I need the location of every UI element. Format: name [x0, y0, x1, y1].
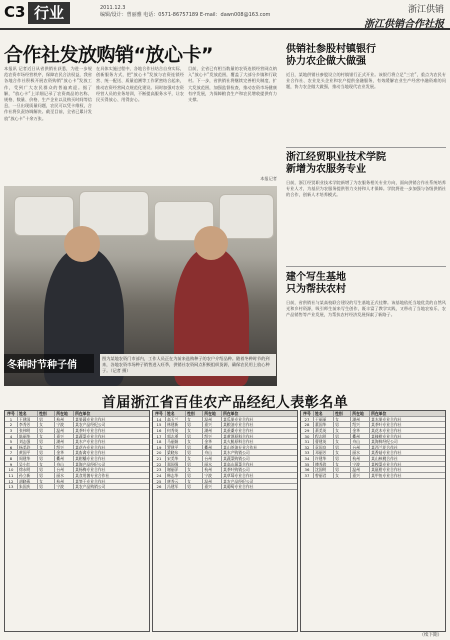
- table-cell: 33: [301, 450, 314, 455]
- table-cell: 绍兴: [203, 434, 222, 439]
- table-cell: 24: [153, 473, 166, 478]
- table-cell: 11: [5, 473, 18, 478]
- right-article-1: 近日，某地供销社参股设立的村镇银行正式开业。该银行将立足“三农”，重点为农民专业合作社、农业龙头企业和农户提供金融服务，有效缓解农业生产经营中融资难的问题，协力农企做大做强，推动当地现代农业发展。: [286, 72, 446, 90]
- table-cell: 林建新: [166, 422, 186, 427]
- table-cell: 张伟明: [18, 428, 38, 433]
- table-cell: 某蔬菜专业合作社: [75, 433, 106, 439]
- table-cell: 舟山: [351, 439, 370, 444]
- table-cell: 台州: [203, 456, 222, 461]
- column-header: 性别: [38, 411, 55, 416]
- table-cell: 宋美华: [166, 456, 186, 461]
- table-cell: 18: [153, 439, 166, 444]
- main-byline: 本报记者: [260, 176, 277, 181]
- right-headline-3: 建个写生基地 只为帮扶农村: [286, 272, 346, 295]
- table-cell: 25: [153, 479, 166, 484]
- table-cell: 衢州: [203, 445, 222, 450]
- table-cell: 16: [153, 428, 166, 433]
- main-article-column-3: 目前，全省已有相当数量的农资连锁经营网点纳入“放心卡”发放范围，覆盖了大部分乡镇和行政村。下一步，省供销社将继续完善相关制度，扩大发放范围，加强监督检查，推动农资市场健康有序发展，为保障粮食生产和农民增收提供有力支撑。: [188, 66, 277, 103]
- column-header: 序号: [153, 411, 166, 416]
- table-cell: 13: [5, 484, 18, 489]
- table-row: [301, 473, 445, 479]
- table-cell: 朱国庆: [18, 484, 38, 489]
- table-cell: 何秀英: [166, 428, 186, 433]
- table-cell: 12: [5, 479, 18, 484]
- table-cell: 台州: [55, 467, 74, 472]
- table-cell: 女: [38, 445, 55, 450]
- table-cell: 宁波: [55, 422, 74, 427]
- table-cell: 2: [5, 422, 18, 427]
- table-cell: 宁波: [55, 484, 74, 489]
- table-cell: 绍兴: [55, 445, 74, 450]
- table-cell: 杭州: [203, 467, 222, 472]
- section-label: 行业: [28, 2, 70, 24]
- table-cell: 刘志强: [18, 439, 38, 444]
- table-cell: 27: [301, 417, 314, 422]
- table-cell: 某茶叶购销公司: [223, 467, 250, 473]
- table-cell: 4: [5, 434, 18, 439]
- table-cell: 宁波: [351, 462, 370, 467]
- table-cell: 32: [301, 445, 314, 450]
- table-cell: 衢州: [55, 456, 74, 461]
- table-cell: 衢州: [351, 434, 370, 439]
- right-article-3: 日前，省供销社与某高校联合建设的写生基地正式挂牌。该基地依托当地优美的自然风光和乡村资源，吸引师生前来写生创作，既丰富了教学实践，又带动了当地农家乐、农产品销售等产业发展，为帮扶农村经济发展探索了新路子。: [286, 300, 446, 318]
- table-cell: 韩志华: [166, 473, 186, 478]
- table-cell: 男: [186, 445, 203, 450]
- main-article-column-1: 本报讯 记者近日从省供销社获悉，为进一步规范农资市场经营秩序，保障农民合法权益，我省各地合作社积极开展农资购销“放心卡”发放工作，受到广大农民群众的普遍欢迎。据了解，“放心卡”上详细记录了农资商品的名称、规格、数量、价格、生产企业以及购买时间等信息，一旦出现质量问题，农民可以凭卡维权，合作社将负责协调解决。截至目前，全省已累计发放“放心卡”十余万张。: [4, 66, 92, 121]
- table-cell: 舟山: [203, 450, 222, 455]
- table-cell: 杨美玲: [18, 445, 38, 450]
- table-cell: 嘉兴: [203, 422, 222, 427]
- table-cell: 胡晓燕: [18, 479, 38, 484]
- divider: [286, 266, 446, 267]
- table-cell: 7: [5, 450, 18, 455]
- photo-caption: 图为某地农资门市部内，工作人员正在为前来选购种子的农户介绍品种。随着冬种时节的到来，各地农资市场种子销售进入旺季，供销社农资网点积极组织货源，确保农民用上放心种子。（记者 摄）: [100, 354, 276, 376]
- table-cell: 3: [5, 428, 18, 433]
- editor-line: 编辑/设计：曾丽雅: [100, 12, 142, 18]
- table-cell: 20: [153, 450, 166, 455]
- table-cell: 李秀芳: [18, 422, 38, 427]
- table-cell: 9: [5, 462, 18, 467]
- table-cell: 某农产品经纪公司: [75, 422, 106, 427]
- issue-date: 2011.12.3: [100, 5, 126, 11]
- table-cell: 某蚕桑专业合作社: [223, 427, 254, 433]
- table-cell: 女: [334, 428, 351, 433]
- table-cell: 男: [334, 434, 351, 439]
- table-cell: 嘉兴: [55, 434, 74, 439]
- table-cell: 29: [301, 428, 314, 433]
- table-cell: 杭州: [55, 417, 74, 422]
- table-cell: 台州: [351, 445, 370, 450]
- table-cell: 周建华: [18, 456, 38, 461]
- table-cell: 某笋干专业合作社: [75, 478, 106, 484]
- table-cell: 董国华: [314, 422, 334, 427]
- table-cell: 嘉兴: [351, 473, 370, 478]
- table-cell: 萧美英: [314, 428, 334, 433]
- main-article-column-2: 在具体实施过程中，各地合作社结合自身实际，创新服务方式，把“放心卡”发放与农资连锁经营、统一配送、质量追溯等工作紧密结合起来，推动农资经营网点规范化建设。同时加强对农资经营人员的业务培训，不断提高服务水平，让农民买得放心、用得安心。: [96, 66, 184, 103]
- table-cell: 女: [38, 422, 55, 427]
- table-cell: 某农产品购销公司: [75, 484, 106, 489]
- table-cell: 男: [334, 456, 351, 461]
- table-cell: 女: [186, 479, 203, 484]
- table-cell: 某葡萄专业合作社: [223, 484, 254, 489]
- table-cell: 温州: [203, 417, 222, 422]
- page-code: C3: [4, 3, 26, 21]
- table-cell: 1: [5, 417, 18, 422]
- table-cell: 35: [301, 462, 314, 467]
- table-cell: 14: [153, 417, 166, 422]
- table-cell: 某火腿原料合作社: [223, 439, 254, 444]
- table-row: [5, 484, 149, 490]
- table-cell: 傅秀珍: [314, 462, 334, 467]
- table-cell: 19: [153, 445, 166, 450]
- email-line: E-mail：dawn008@163.com: [199, 12, 271, 18]
- table-panel: [4, 410, 150, 632]
- table-row: [153, 484, 297, 490]
- table-cell: 舟山: [55, 462, 74, 467]
- table-cell: 梁晓东: [166, 450, 186, 455]
- table-cell: 女: [38, 462, 55, 467]
- table-cell: 36: [301, 467, 314, 472]
- table-cell: 女: [334, 462, 351, 467]
- table-cell: 邓丽芳: [314, 450, 334, 455]
- table-cell: 温州: [351, 467, 370, 472]
- table-panel: [152, 410, 298, 632]
- right-article-2: 日前，浙江经贸职业技术学院新增了为农服务相关专业方向，面向供销合作社系统培养专业人才，为基层为农服务提供智力支持和人才保障。学院将进一步加强与各级供销社的合作，创新人才培养模式。: [286, 180, 446, 198]
- table-cell: 丽水: [351, 450, 370, 455]
- table-cell: 某山茶油专业合作社: [223, 444, 258, 450]
- table-cell: 杭州: [55, 479, 74, 484]
- table-cell: 绍兴: [351, 422, 370, 427]
- table-cell: 34: [301, 456, 314, 461]
- table-cell: 程志明: [314, 434, 334, 439]
- table-cell: 男: [38, 439, 55, 444]
- honor-list-table: [4, 410, 446, 632]
- table-cell: 某水产专业合作社: [75, 439, 106, 444]
- table-cell: 某甲鱼专业合作社: [371, 473, 402, 478]
- table-cell: 男: [38, 450, 55, 455]
- page-header: [0, 0, 450, 30]
- table-cell: 某香菇专业合作社: [371, 450, 402, 456]
- table-cell: 徐永明: [18, 467, 38, 472]
- column-header: 姓名: [166, 411, 186, 416]
- table-cell: 唐秀云: [166, 479, 186, 484]
- phone-line: 电话：0571-86757189: [143, 12, 199, 18]
- table-cell: 女: [334, 473, 351, 478]
- table-cell: 谢丽萍: [166, 467, 186, 472]
- table-cell: 10: [5, 467, 18, 472]
- column-header: 序号: [5, 411, 18, 416]
- column-header: 姓名: [18, 411, 38, 416]
- table-cell: 某水产购销公司: [223, 450, 250, 456]
- table-cell: 某茶叶专业合作社: [75, 427, 106, 433]
- table-cell: 嘉兴: [203, 484, 222, 489]
- table-cell: 男: [38, 467, 55, 472]
- table-cell: 吴小红: [18, 462, 38, 467]
- main-headline: 合作社发放购销“放心卡”: [4, 44, 213, 66]
- table-cell: 某椪柑专业合作社: [371, 433, 402, 439]
- table-cell: 男: [186, 484, 203, 489]
- photo-tag: 冬种时节种子俏: [4, 354, 94, 373]
- table-cell: 某榨菜专业合作社: [371, 461, 402, 467]
- table-cell: 某农产品经纪公司: [223, 478, 254, 484]
- table-cell: 男: [186, 473, 203, 478]
- column-header: 性别: [186, 411, 203, 416]
- table-cell: 曹建英: [314, 439, 334, 444]
- table-cell: 郭志勇: [166, 434, 186, 439]
- table-cell: 某瓜果专业合作社: [223, 416, 254, 422]
- table-cell: 许建华: [314, 456, 334, 461]
- table-cell: 女: [186, 456, 203, 461]
- column-header: 所在地: [351, 411, 370, 416]
- table-cell: 女: [38, 434, 55, 439]
- table-cell: 金华: [55, 450, 74, 455]
- table-cell: 女: [186, 428, 203, 433]
- table-cell: 冯建军: [166, 484, 186, 489]
- table-cell: 某柑橘专业合作社: [75, 456, 106, 461]
- column-header: 所在单位: [75, 411, 91, 416]
- table-cell: 罗建平: [166, 445, 186, 450]
- list-headline: 首届浙江省百佳农产品经纪人表彰名单: [101, 395, 349, 411]
- table-cell: 某西兰花合作社: [371, 444, 398, 450]
- table-cell: 女: [334, 439, 351, 444]
- column-header: 所在地: [55, 411, 74, 416]
- table-cell: 某水果专业合作社: [371, 416, 402, 422]
- table-cell: 某海鲜经纪公司: [371, 439, 398, 444]
- table-cell: 男: [186, 422, 203, 427]
- right-headline-2: 浙江经贸职业技术学院 新增为农服务专业: [286, 152, 386, 175]
- table-cell: 15: [153, 422, 166, 427]
- table-cell: 湖州: [351, 417, 370, 422]
- table-cell: 某食用菌专业合作社: [75, 473, 110, 478]
- table-cell: 某畜禽专业合作社: [75, 450, 106, 456]
- table-cell: 沈国明: [314, 467, 334, 472]
- column-header: 性别: [334, 411, 351, 416]
- column-header: 所在单位: [223, 411, 239, 416]
- table-cell: 曾丽君: [314, 473, 334, 478]
- table-cell: 某粮油专业合作社: [223, 422, 254, 427]
- table-cell: 温州: [55, 428, 74, 433]
- table-cell: 金华: [203, 439, 222, 444]
- table-cell: 某瓯柑专业合作社: [371, 467, 402, 473]
- table-cell: 男: [334, 422, 351, 427]
- table-cell: 37: [301, 473, 314, 478]
- table-cell: 男: [186, 450, 203, 455]
- table-cell: 某茶叶专业合作社: [371, 422, 402, 427]
- table-cell: 某杨梅专业合作社: [75, 467, 106, 473]
- table-cell: 于丽丽: [314, 417, 334, 422]
- table-cell: 男: [186, 434, 203, 439]
- table-cell: 男: [38, 484, 55, 489]
- table-cell: 17: [153, 434, 166, 439]
- table-cell: 5: [5, 439, 18, 444]
- table-cell: 袁国良: [314, 445, 334, 450]
- edition-name: 浙江供销: [407, 5, 444, 15]
- table-cell: 女: [186, 439, 203, 444]
- table-cell: 女: [334, 450, 351, 455]
- right-headline-1: 供销社参股村镇银行 协力农企做大做强: [286, 44, 376, 67]
- column-header: 所在地: [203, 411, 222, 416]
- table-cell: 女: [186, 467, 203, 472]
- paper-name: 浙江供销合作社报: [364, 19, 444, 30]
- table-cell: 湖州: [55, 439, 74, 444]
- footer-note: （续下期）: [419, 633, 442, 638]
- column-header: 序号: [301, 411, 314, 416]
- table-cell: 宁波: [203, 473, 222, 478]
- table-cell: 女: [334, 417, 351, 422]
- table-cell: 女: [38, 479, 55, 484]
- column-header: 姓名: [314, 411, 334, 416]
- column-header: 所在单位: [371, 411, 387, 416]
- table-cell: 某海产品经纪公司: [75, 461, 106, 467]
- table-cell: 郑国强: [166, 462, 186, 467]
- table-cell: 6: [5, 445, 18, 450]
- table-cell: 男: [38, 456, 55, 461]
- table-cell: 21: [153, 456, 166, 461]
- table-cell: 某山核桃合作社: [371, 456, 398, 461]
- table-cell: 某草莓专业合作社: [223, 473, 254, 478]
- table-cell: 男: [38, 428, 55, 433]
- table-cell: 23: [153, 467, 166, 472]
- table-cell: 8: [5, 456, 18, 461]
- table-cell: 22: [153, 462, 166, 467]
- table-cell: 某花卉专业合作社: [75, 444, 106, 450]
- table-cell: 26: [153, 484, 166, 489]
- table-cell: 男: [186, 462, 203, 467]
- table-cell: 温州: [203, 479, 222, 484]
- table-cell: 丽水: [203, 462, 222, 467]
- table-cell: 男: [334, 467, 351, 472]
- table-panel: [300, 410, 446, 632]
- table-cell: 高玉兰: [166, 417, 186, 422]
- table-cell: 男: [38, 417, 55, 422]
- table-cell: 男: [334, 445, 351, 450]
- table-cell: 王建国: [18, 417, 38, 422]
- divider: [286, 147, 446, 148]
- table-cell: 某黄酒原料合作社: [223, 433, 254, 439]
- table-cell: 湖州: [203, 428, 222, 433]
- table-cell: 女: [186, 417, 203, 422]
- table-cell: 某果蔬专业合作社: [75, 416, 106, 422]
- table-cell: 31: [301, 439, 314, 444]
- table-cell: 某高山蔬菜合作社: [223, 461, 254, 467]
- table-cell: 某蔬菜购销公司: [223, 456, 250, 461]
- table-cell: 杭州: [351, 456, 370, 461]
- header-meta: [100, 5, 270, 19]
- table-cell: 黄国平: [18, 450, 38, 455]
- table-cell: 丽水: [55, 473, 74, 478]
- table-cell: 金华: [351, 428, 370, 433]
- table-cell: 陈丽华: [18, 434, 38, 439]
- table-cell: 孙立新: [18, 473, 38, 478]
- table-cell: 28: [301, 422, 314, 427]
- table-cell: 马丽娟: [166, 439, 186, 444]
- table-cell: 某花木专业合作社: [371, 427, 402, 433]
- table-cell: 男: [38, 473, 55, 478]
- table-cell: 30: [301, 434, 314, 439]
